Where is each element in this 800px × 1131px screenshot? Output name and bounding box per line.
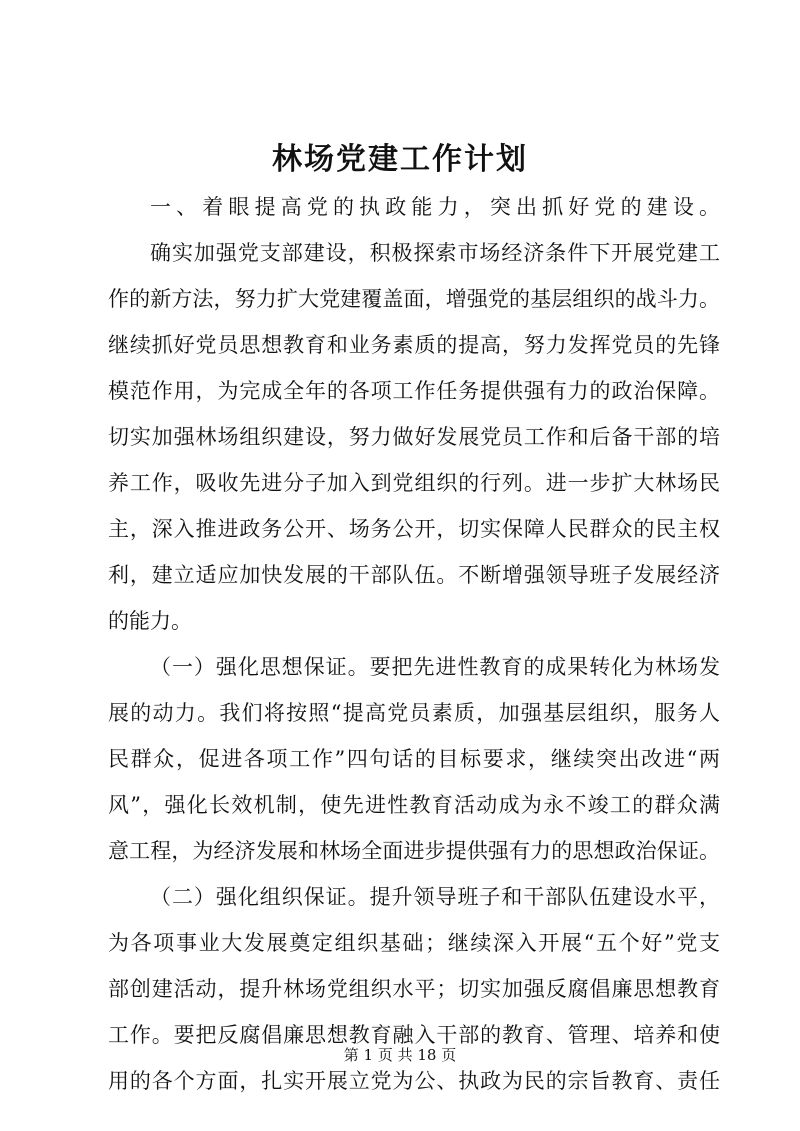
paragraph-line: 展的动力。我们将按照“提高党员素质，加强基层组织，服务人 bbox=[108, 701, 720, 725]
paragraph-line: （二）强化组织保证。提升领导班子和干部队伍建设水平， bbox=[150, 885, 720, 909]
paragraph-line: 的能力。 bbox=[108, 609, 192, 633]
page-footer: 第 1 页 共 18 页 bbox=[343, 1046, 457, 1064]
paragraph-line: 部创建活动，提升林场党组织水平；切实加强反腐倡廉思想教育 bbox=[108, 977, 720, 1001]
section-heading-1: 一、着眼提高党的执政能力，突出抓好党的建设。 bbox=[150, 195, 720, 219]
paragraph-line: 为各项事业大发展奠定组织基础；继续深入开展“五个好”党支 bbox=[108, 931, 720, 955]
paragraph-line: 确实加强党支部建设，积极探索市场经济条件下开展党建工 bbox=[150, 241, 720, 265]
paragraph-line: 用的各个方面，扎实开展立党为公、执政为民的宗旨教育、责任 bbox=[108, 1069, 720, 1093]
paragraph-line: 继续抓好党员思想教育和业务素质的提高，努力发挥党员的先锋 bbox=[108, 333, 720, 357]
paragraph-line: 利，建立适应加快发展的干部队伍。不断增强领导班子发展经济 bbox=[108, 563, 720, 587]
paragraph-line: 主，深入推进政务公开、场务公开，切实保障人民群众的民主权 bbox=[108, 517, 720, 541]
paragraph-line: 养工作，吸收先进分子加入到党组织的行列。进一步扩大林场民 bbox=[108, 471, 720, 495]
paragraph-line: 风”，强化长效机制，使先进性教育活动成为永不竣工的群众满 bbox=[108, 793, 720, 817]
paragraph-line: 作的新方法，努力扩大党建覆盖面，增强党的基层组织的战斗力。 bbox=[108, 287, 720, 311]
paragraph-line: （一）强化思想保证。要把先进性教育的成果转化为林场发 bbox=[150, 655, 720, 679]
paragraph-line: 意工程，为经济发展和林场全面进步提供强有力的思想政治保证。 bbox=[108, 839, 720, 863]
paragraph-line: 切实加强林场组织建设，努力做好发展党员工作和后备干部的培 bbox=[108, 425, 720, 449]
paragraph-line: 工作。要把反腐倡廉思想教育融入干部的教育、管理、培养和使 bbox=[108, 1023, 720, 1047]
paragraph-line: 模范作用，为完成全年的各项工作任务提供强有力的政治保障。 bbox=[108, 379, 720, 403]
document-title: 林场党建工作计划 bbox=[272, 142, 528, 177]
paragraph-line: 民群众，促进各项工作”四句话的目标要求，继续突出改进“两 bbox=[108, 747, 720, 771]
document-body bbox=[108, 184, 720, 1104]
